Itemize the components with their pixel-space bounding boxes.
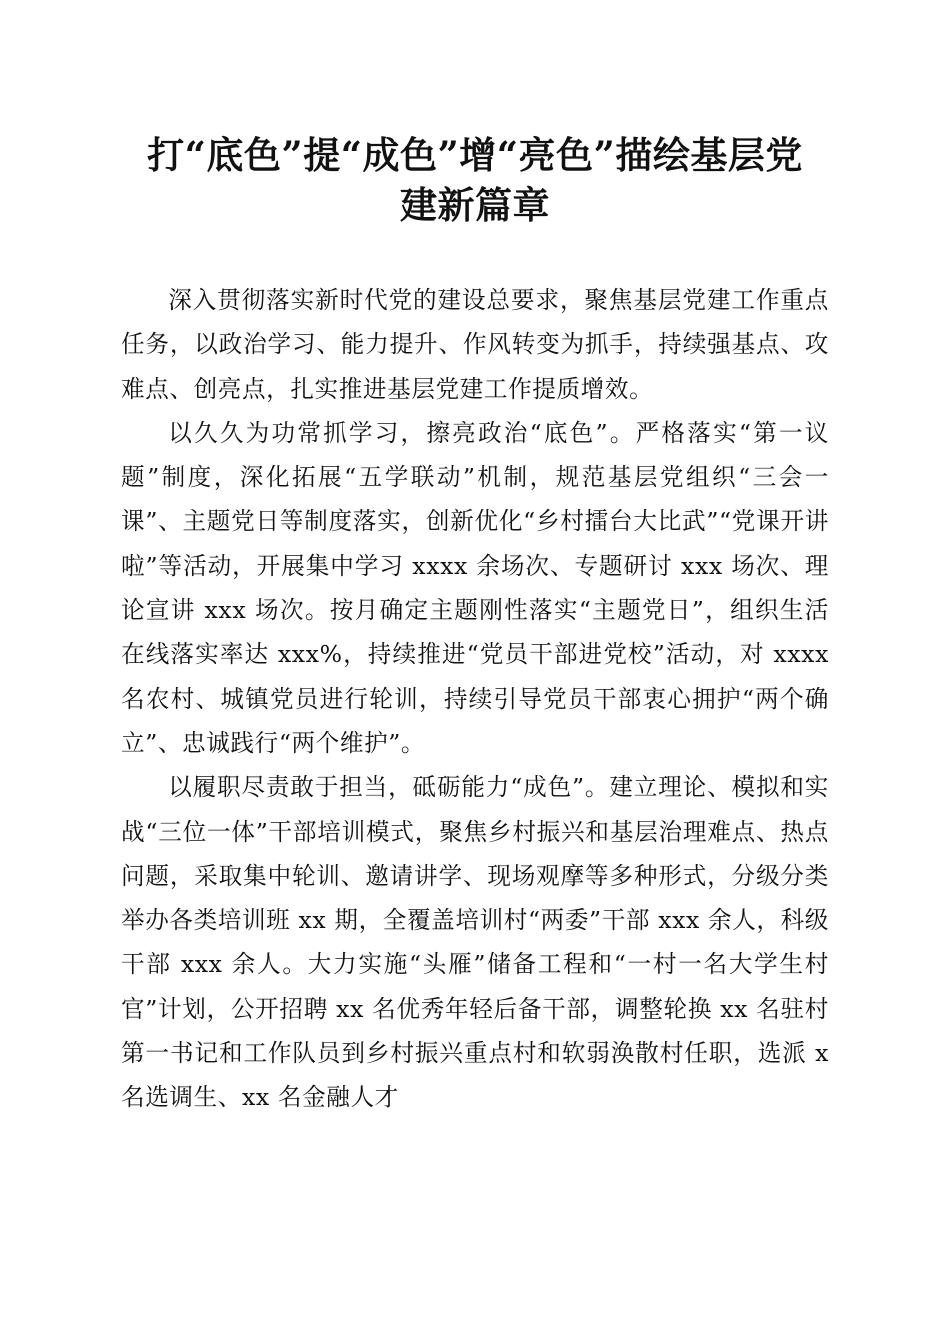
paragraph-study: 以久久为功常抓学习，擦亮政治“底色”。严格落实“第一议题”制度，深化拓展“五学联动”机制，规范基层党组织“三会一课”、主题党日等制度落实，创新优化“乡村擂台大比武”“党课开讲啦”等活动，开展集中学习 xxxx 余场次、专题研讨 xxx 场次、理论宣讲 xxx 场次。按月确定主题刚性落实“主题党日”，组织生活在线落实率达 xxx%，持续推进“党员干部进党校”活动，对 xxxx 名农村、城镇党员进行轮训，持续引导党员干部衷心拥护“两个确立”、忠诚践行“两个维护”。: [121, 418, 829, 757]
title-line-2: 建新篇章: [400, 183, 550, 227]
document-body: [121, 278, 829, 1120]
title-line-1: 打“底色”提“成色”增“亮色”描绘基层党: [147, 133, 803, 177]
document-title: [110, 130, 840, 230]
paragraph-intro: 深入贯彻落实新时代党的建设总要求，聚焦基层党建工作重点任务，以政治学习、能力提升、作风转变为抓手，持续强基点、攻难点、创亮点，扎实推进基层党建工作提质增效。: [121, 286, 829, 403]
paragraph-capability: 以履职尽责敢于担当，砥砺能力“成色”。建立理论、模拟和实战“三位一体”干部培训模式，聚焦乡村振兴和基层治理难点、热点问题，采取集中轮训、邀请讲学、现场观摩等多种形式，分级分类举办各类培训班 xx 期，全覆盖培训村“两委”干部 xxx 余人，科级干部 xxx 余人。大力实施“头雁”储备工程和“一村一名大学生村官”计划，公开招聘 xx 名优秀年轻后备干部，调整轮换 xx 名驻村第一书记和工作队员到乡村振兴重点村和软弱涣散村任职，选派 x 名选调生、xx 名金融人才: [121, 773, 829, 1112]
